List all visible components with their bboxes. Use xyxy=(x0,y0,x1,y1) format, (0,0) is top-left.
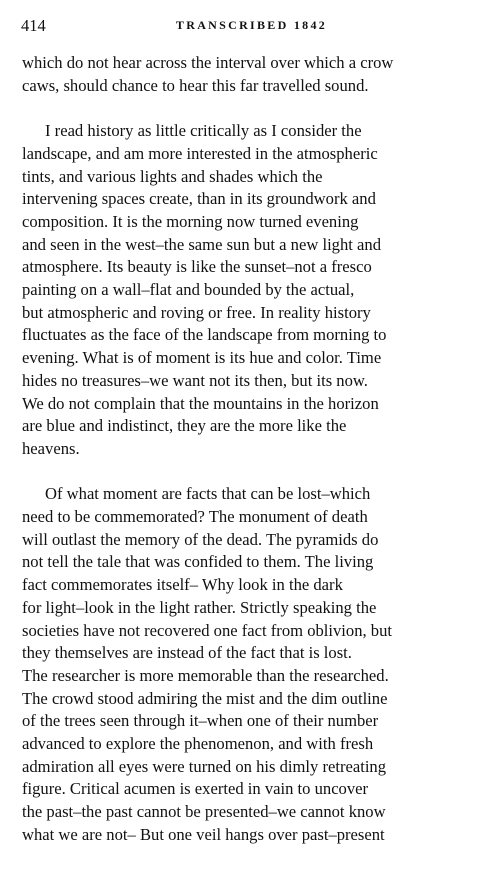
text-line: admiration all eyes were turned on his dimly retreating xyxy=(22,756,387,776)
text-line: tints, and various lights and shades which the xyxy=(22,166,323,186)
text-line: are blue and indistinct, they are the more like the xyxy=(22,416,347,436)
text-line: but atmospheric and roving or free. In reality history xyxy=(22,302,371,322)
text-line: advanced to explore the phenomenon, and with fresh xyxy=(22,734,374,754)
text-line: painting on a wall–flat and bounded by the actual, xyxy=(22,280,355,300)
paragraph xyxy=(22,483,485,846)
text-line: The researcher is more memorable than the researched. xyxy=(22,665,389,685)
text-line: societies have not recovered one fact from oblivion, but xyxy=(22,620,393,640)
text-line: I read history as little critically as I consider the xyxy=(45,121,362,141)
page-number: 414 xyxy=(21,16,46,35)
text-line: fluctuates as the face of the landscape from morning to xyxy=(22,325,387,345)
body-text xyxy=(22,52,485,869)
text-line: caws, should chance to hear this far travelled sound. xyxy=(22,75,369,95)
text-line: The crowd stood admiring the mist and the dim outline xyxy=(22,688,388,708)
running-head: TRANSCRIBED 1842 xyxy=(175,18,328,32)
text-line: they themselves are instead of the fact that is lost. xyxy=(22,643,352,663)
text-line: what we are not– But one veil hangs over past–present xyxy=(22,824,385,844)
text-line: hides no treasures–we want not its then, but its now. xyxy=(22,370,368,390)
text-line: will outlast the memory of the dead. The pyramids do xyxy=(22,529,379,549)
text-line: heavens. xyxy=(22,438,80,458)
text-line: need to be commemorated? The monument of death xyxy=(22,507,368,527)
paragraph xyxy=(22,52,485,97)
text-line: Of what moment are facts that can be lost–which xyxy=(45,484,371,504)
text-line: the past–the past cannot be presented–we cannot know xyxy=(22,802,386,822)
page-header xyxy=(21,16,482,40)
text-line: and seen in the west–the same sun but a new light and xyxy=(22,234,381,254)
text-line: not tell the tale that was confided to them. The living xyxy=(22,552,374,572)
text-line: for light–look in the light rather. Strictly speaking the xyxy=(22,597,377,617)
text-line: figure. Critical acumen is exerted in vain to uncover xyxy=(22,779,369,799)
paragraph xyxy=(22,120,485,461)
text-line: atmosphere. Its beauty is like the sunset–not a fresco xyxy=(22,257,372,277)
text-line: of the trees seen through it–when one of their number xyxy=(22,711,379,731)
text-line: which do not hear across the interval over which a crow xyxy=(22,53,394,72)
text-line: fact commemorates itself– Why look in the dark xyxy=(22,575,343,595)
text-line: intervening spaces create, than in its groundwork and xyxy=(22,189,376,209)
text-line: composition. It is the morning now turned evening xyxy=(22,211,359,231)
text-line: evening. What is of moment is its hue and color. Time xyxy=(22,348,382,368)
text-line: landscape, and am more interested in the atmospheric xyxy=(22,143,378,163)
text-line: We do not complain that the mountains in the horizon xyxy=(22,393,379,413)
